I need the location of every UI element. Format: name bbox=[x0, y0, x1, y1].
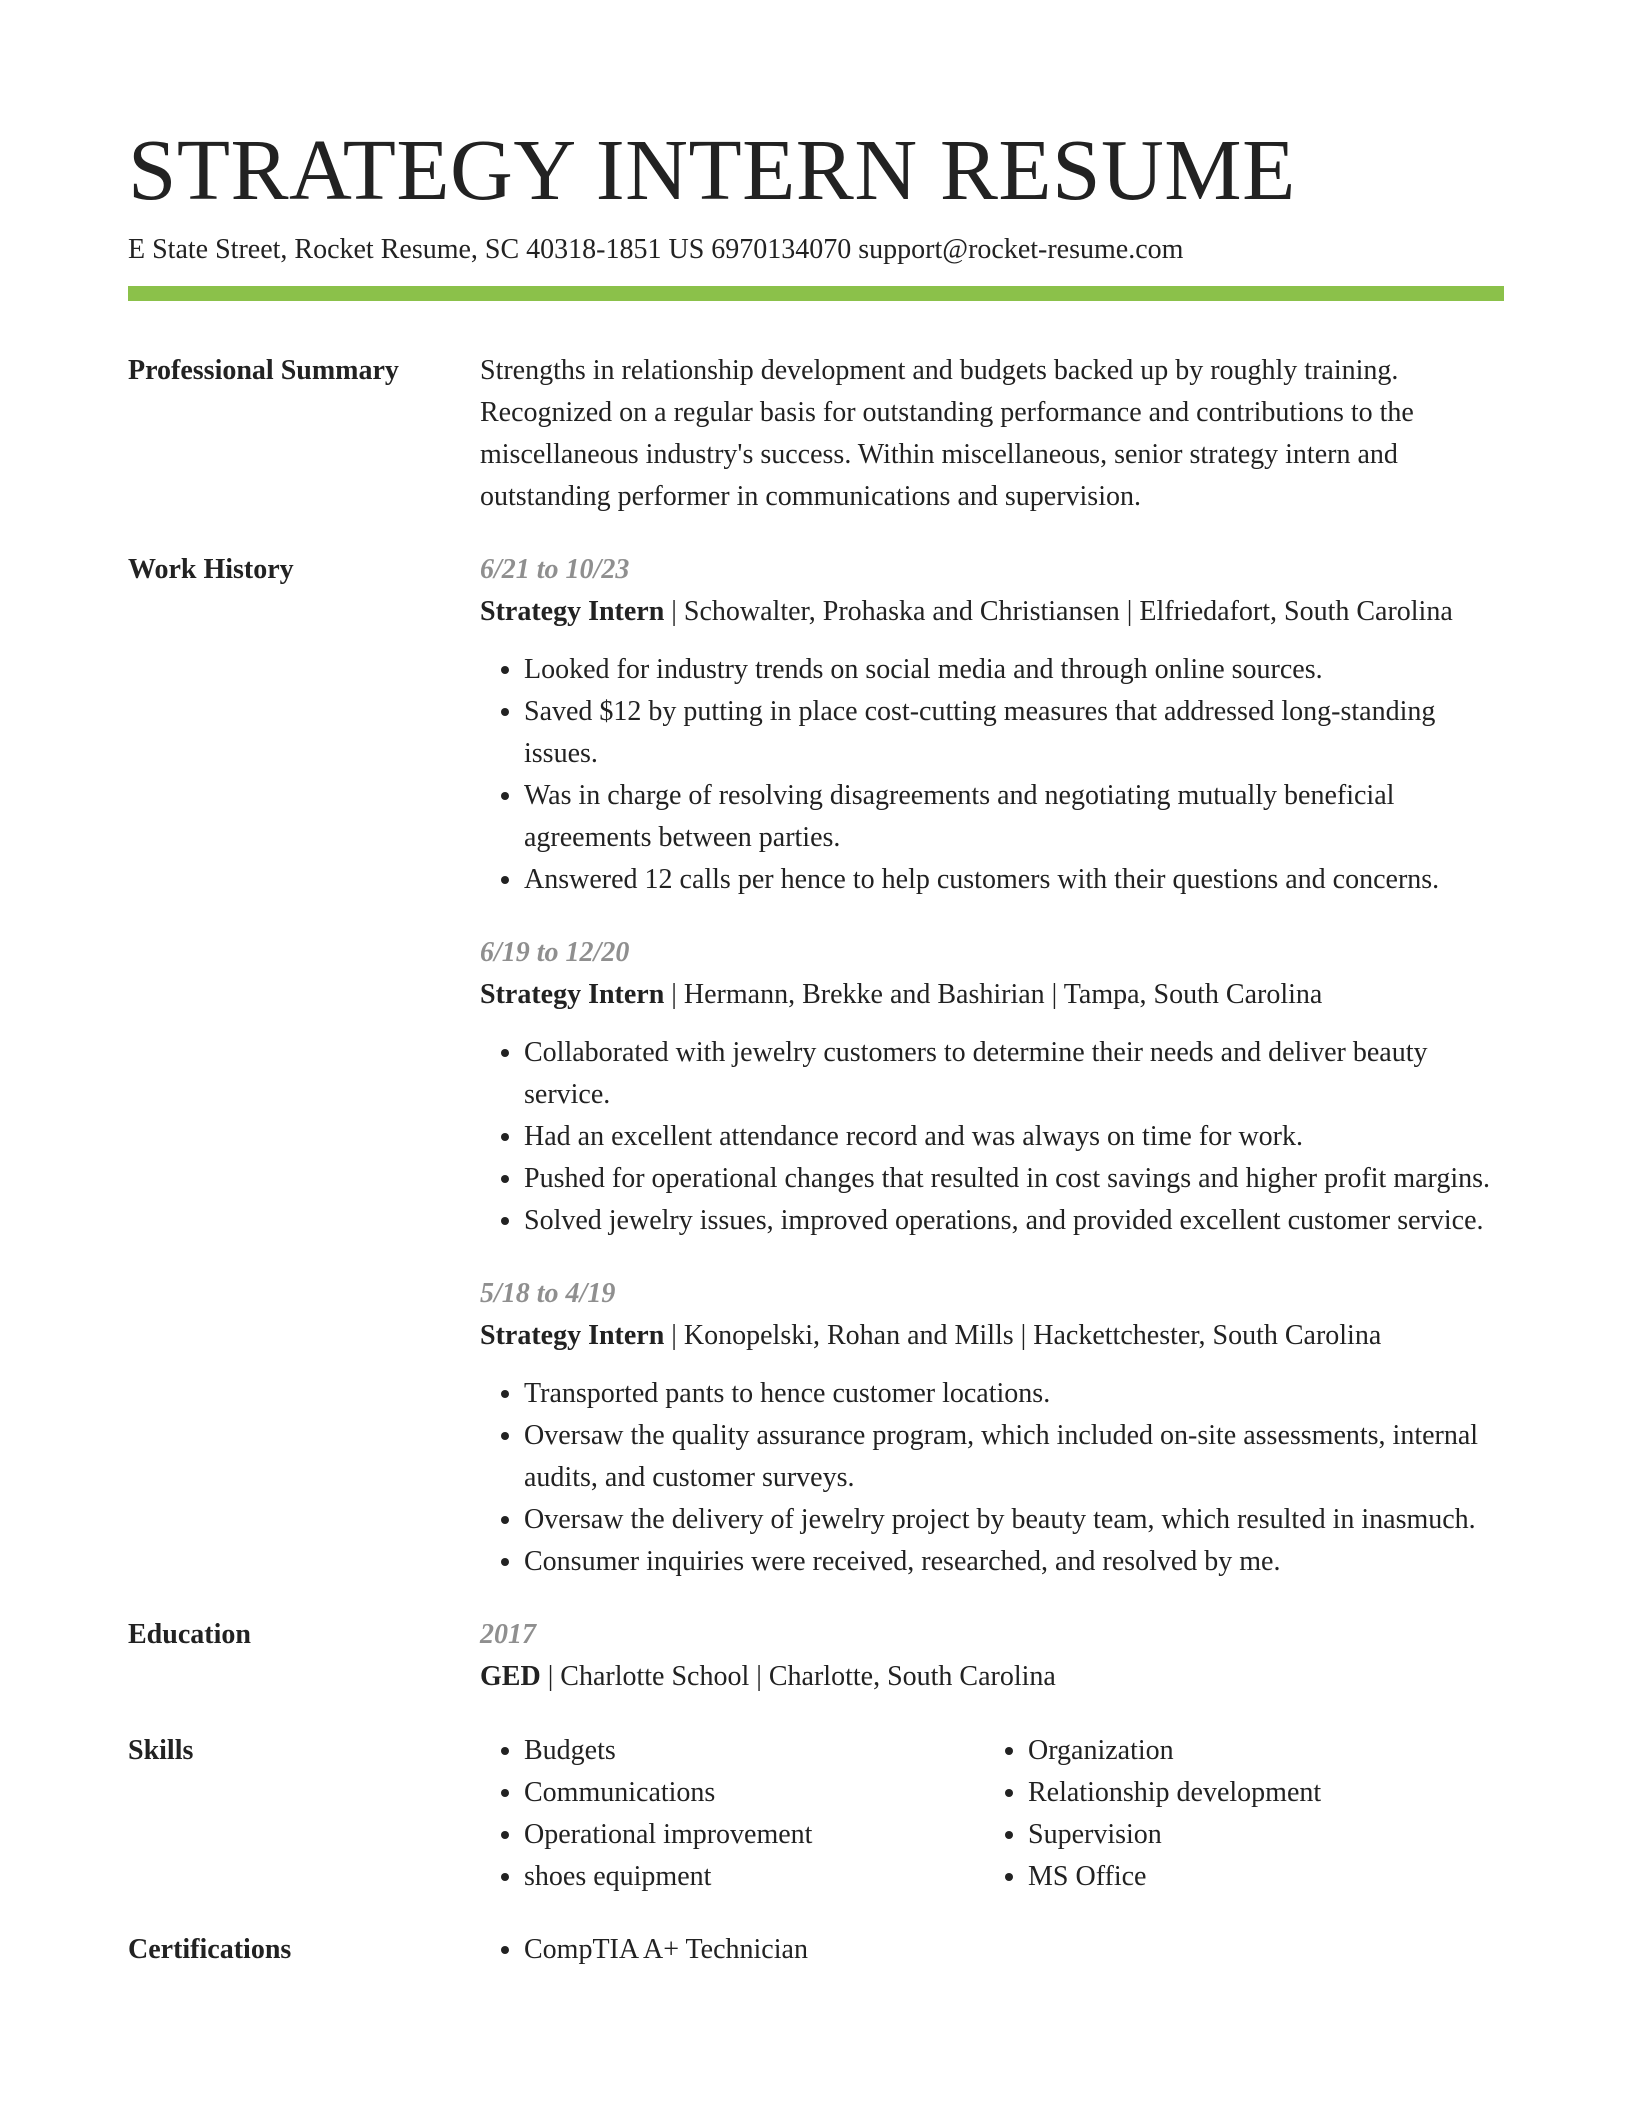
contact-line: E State Street, Rocket Resume, SC 40318-1851 US 6970134070 support@rocket-resume.com bbox=[128, 234, 1184, 265]
resume-title: STRATEGY INTERN RESUME bbox=[128, 121, 1296, 218]
skills-section bbox=[128, 1730, 1504, 1898]
job-role: Strategy Intern bbox=[480, 596, 665, 627]
job-dates: 6/21 to 10/23 bbox=[480, 554, 630, 585]
work-history-label: Work History bbox=[128, 554, 294, 585]
job-bullets bbox=[480, 1032, 1504, 1242]
education-school-location: | Charlotte School | Charlotte, South Carolina bbox=[540, 1661, 1056, 1692]
job-bullet: • Saved $12 by putting in place cost-cutting measures that addressed long-standing issues. bbox=[524, 691, 1504, 775]
job-title-line bbox=[480, 591, 1504, 633]
job-title-line bbox=[480, 974, 1504, 1016]
certifications-label: Certifications bbox=[128, 1934, 292, 1965]
certifications-list bbox=[480, 1929, 1504, 1971]
skill-item: • Supervision bbox=[1028, 1814, 1532, 1856]
job-bullets bbox=[480, 649, 1504, 901]
job-bullet: • Collaborated with jewelry customers to determine their needs and deliver beauty service. bbox=[524, 1032, 1504, 1116]
header-divider bbox=[128, 286, 1504, 301]
job-bullet: • Was in charge of resolving disagreements and negotiating mutually beneficial agreements between parties. bbox=[524, 775, 1504, 859]
resume-content bbox=[128, 350, 1504, 1971]
education-body bbox=[480, 1614, 1504, 1698]
job-bullet: • Oversaw the quality assurance program, which included on-site assessments, internal audits, and customer surveys. bbox=[524, 1415, 1504, 1499]
summary-body bbox=[480, 350, 1504, 518]
skills-body bbox=[480, 1730, 1504, 1898]
job-employer-location: | Konopelski, Rohan and Mills | Hackettchester, South Carolina bbox=[664, 1320, 1382, 1351]
job-bullets bbox=[480, 1373, 1504, 1583]
job-bullet: • Looked for industry trends on social media and through online sources. bbox=[524, 649, 1504, 691]
skills-label: Skills bbox=[128, 1735, 194, 1766]
education-line bbox=[480, 1656, 1504, 1698]
job-bullet: • Answered 12 calls per hence to help customers with their questions and concerns. bbox=[524, 859, 1504, 901]
job-bullet: • Had an excellent attendance record and was always on time for work. bbox=[524, 1116, 1504, 1158]
skill-item: • Budgets bbox=[524, 1730, 984, 1772]
skill-item: • Organization bbox=[1028, 1730, 1532, 1772]
job-entry bbox=[480, 1273, 1504, 1583]
skills-list-right bbox=[984, 1730, 1532, 1898]
skills-list-left bbox=[480, 1730, 984, 1898]
education-year: 2017 bbox=[480, 1619, 536, 1650]
job-bullet: • Solved jewelry issues, improved operations, and provided excellent customer service. bbox=[524, 1200, 1504, 1242]
job-dates: 5/18 to 4/19 bbox=[480, 1278, 616, 1309]
work-history-section bbox=[128, 549, 1504, 1583]
job-role: Strategy Intern bbox=[480, 979, 665, 1010]
skill-item: • Operational improvement bbox=[524, 1814, 984, 1856]
education-degree: GED bbox=[480, 1661, 541, 1692]
job-title-line bbox=[480, 1315, 1504, 1357]
job-bullet: • Oversaw the delivery of jewelry project by beauty team, which resulted in inasmuch. bbox=[524, 1499, 1504, 1541]
job-bullet: • Transported pants to hence customer locations. bbox=[524, 1373, 1504, 1415]
certification-item: • CompTIA A+ Technician bbox=[524, 1929, 1504, 1971]
job-dates: 6/19 to 12/20 bbox=[480, 937, 630, 968]
education-label: Education bbox=[128, 1619, 251, 1650]
summary-text: Strengths in relationship development and budgets backed up by roughly training. Recognized on a regular basis for outstanding performance and contributions to the miscellaneous industry's success. Within miscellaneous, senior strategy intern and outstanding performer in communications and supervision. bbox=[480, 355, 1414, 512]
summary-label: Professional Summary bbox=[128, 355, 399, 386]
work-history-body bbox=[480, 549, 1504, 1583]
skill-item: • Communications bbox=[524, 1772, 984, 1814]
summary-section bbox=[128, 350, 1504, 518]
skill-item: • MS Office bbox=[1028, 1856, 1532, 1898]
job-role: Strategy Intern bbox=[480, 1320, 665, 1351]
job-entry bbox=[480, 549, 1504, 901]
job-bullet: • Pushed for operational changes that resulted in cost savings and higher profit margins. bbox=[524, 1158, 1504, 1200]
skill-item: • Relationship development bbox=[1028, 1772, 1532, 1814]
job-employer-location: | Schowalter, Prohaska and Christiansen | Elfriedafort, South Carolina bbox=[664, 596, 1453, 627]
job-employer-location: | Hermann, Brekke and Bashirian | Tampa, South Carolina bbox=[664, 979, 1323, 1010]
education-section bbox=[128, 1614, 1504, 1698]
job-bullet: • Consumer inquiries were received, researched, and resolved by me. bbox=[524, 1541, 1504, 1583]
skill-item: • shoes equipment bbox=[524, 1856, 984, 1898]
certifications-body bbox=[480, 1929, 1504, 1971]
certifications-section bbox=[128, 1929, 1504, 1971]
job-entry bbox=[480, 932, 1504, 1242]
